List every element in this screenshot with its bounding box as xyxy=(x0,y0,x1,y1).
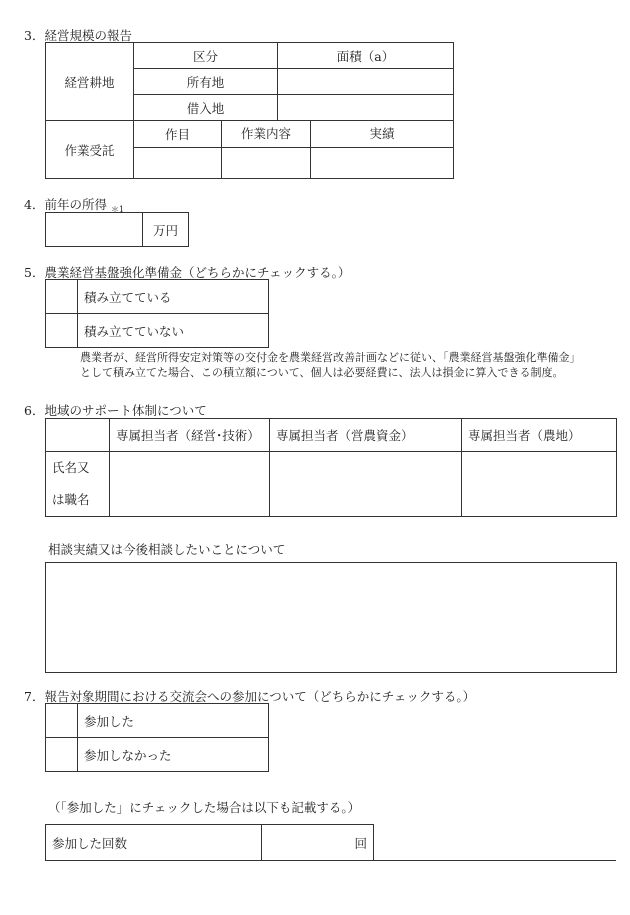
support-management-field[interactable] xyxy=(110,452,270,517)
exchange-count-field[interactable] xyxy=(262,825,374,861)
support-row-label-line1: 氏名又 xyxy=(52,460,90,475)
exchange-options-table xyxy=(45,703,269,772)
header-area: 面積（a） xyxy=(278,43,454,69)
exchange-count-unit: 回 xyxy=(354,835,367,851)
exchange-count-table xyxy=(45,824,374,861)
crop-field[interactable] xyxy=(134,148,222,179)
section-5-heading: 5．農業経営基盤強化準備金（どちらかにチェックする。） xyxy=(24,265,351,280)
reserve-yes-checkbox[interactable] xyxy=(46,280,78,314)
owned-area-field[interactable] xyxy=(278,69,454,95)
footnote-mark: ＊1 xyxy=(110,205,125,214)
section-7-heading: 7．報告対象期間における交流会への参加について（どちらかにチェックする。） xyxy=(24,689,476,704)
income-field[interactable] xyxy=(46,213,143,247)
section-6-heading: 6．地域のサポート体制について xyxy=(24,403,207,418)
header-work: 作業内容 xyxy=(222,121,311,147)
support-col-management: 専属担当者（経営･技術） xyxy=(110,419,270,452)
farmland-label: 経営耕地 xyxy=(46,43,134,121)
leased-area-field[interactable] xyxy=(278,95,454,121)
exchange-no-label: 参加しなかった xyxy=(78,738,269,772)
income-table xyxy=(45,212,189,247)
consult-label: 相談実績又は今後相談したいことについて xyxy=(48,542,286,557)
reserve-no-checkbox[interactable] xyxy=(46,314,78,348)
exchange-no-checkbox[interactable] xyxy=(46,738,78,772)
section-4-heading xyxy=(24,195,124,213)
header-category: 区分 xyxy=(134,43,278,69)
support-corner-cell xyxy=(46,419,110,452)
row-leased-label: 借入地 xyxy=(134,95,278,121)
reserve-note-line2: として積み立てた場合、この積立額について、個人は必要経費に、法人は損金に算入できる制度。 xyxy=(80,366,564,379)
support-funding-field[interactable] xyxy=(270,452,462,517)
income-unit: 万円 xyxy=(143,213,189,247)
exchange-yes-checkbox[interactable] xyxy=(46,704,78,738)
support-col-farmland: 専属担当者（農地） xyxy=(462,419,617,452)
consult-textarea[interactable] xyxy=(45,562,617,673)
work-field[interactable] xyxy=(222,148,311,178)
support-table xyxy=(45,418,617,517)
section-4-title: 4．前年の所得 xyxy=(24,197,107,212)
header-result: 実績 xyxy=(369,126,395,141)
reserve-options-table xyxy=(45,279,269,348)
contract-label: 作業受託 xyxy=(46,121,134,179)
exchange-yes-label: 参加した xyxy=(78,704,269,738)
section-3-heading: 3．経営規模の報告 xyxy=(24,28,132,43)
row-owned-label: 所有地 xyxy=(134,69,278,95)
support-row-label xyxy=(46,452,110,517)
exchange-count-underline xyxy=(373,860,616,861)
exchange-count-label: 参加した回数 xyxy=(46,825,262,861)
exchange-instruction: （「参加した」にチェックした場合は以下も記載する。） xyxy=(48,800,361,815)
header-crop: 作目 xyxy=(134,121,222,148)
reserve-note-line1: 農業者が、経営所得安定対策等の交付金を農業経営改善計画などに従い、「農業経営基盤強化準備金」 xyxy=(80,351,581,364)
support-col-funding: 専属担当者（営農資金） xyxy=(270,419,462,452)
reserve-no-label: 積み立てていない xyxy=(78,314,269,348)
support-row-label-line2: は職名 xyxy=(52,492,90,507)
farm-scale-table xyxy=(45,42,454,179)
result-field[interactable] xyxy=(311,148,453,178)
support-farmland-field[interactable] xyxy=(462,452,617,517)
reserve-yes-label: 積み立てている xyxy=(78,280,269,314)
